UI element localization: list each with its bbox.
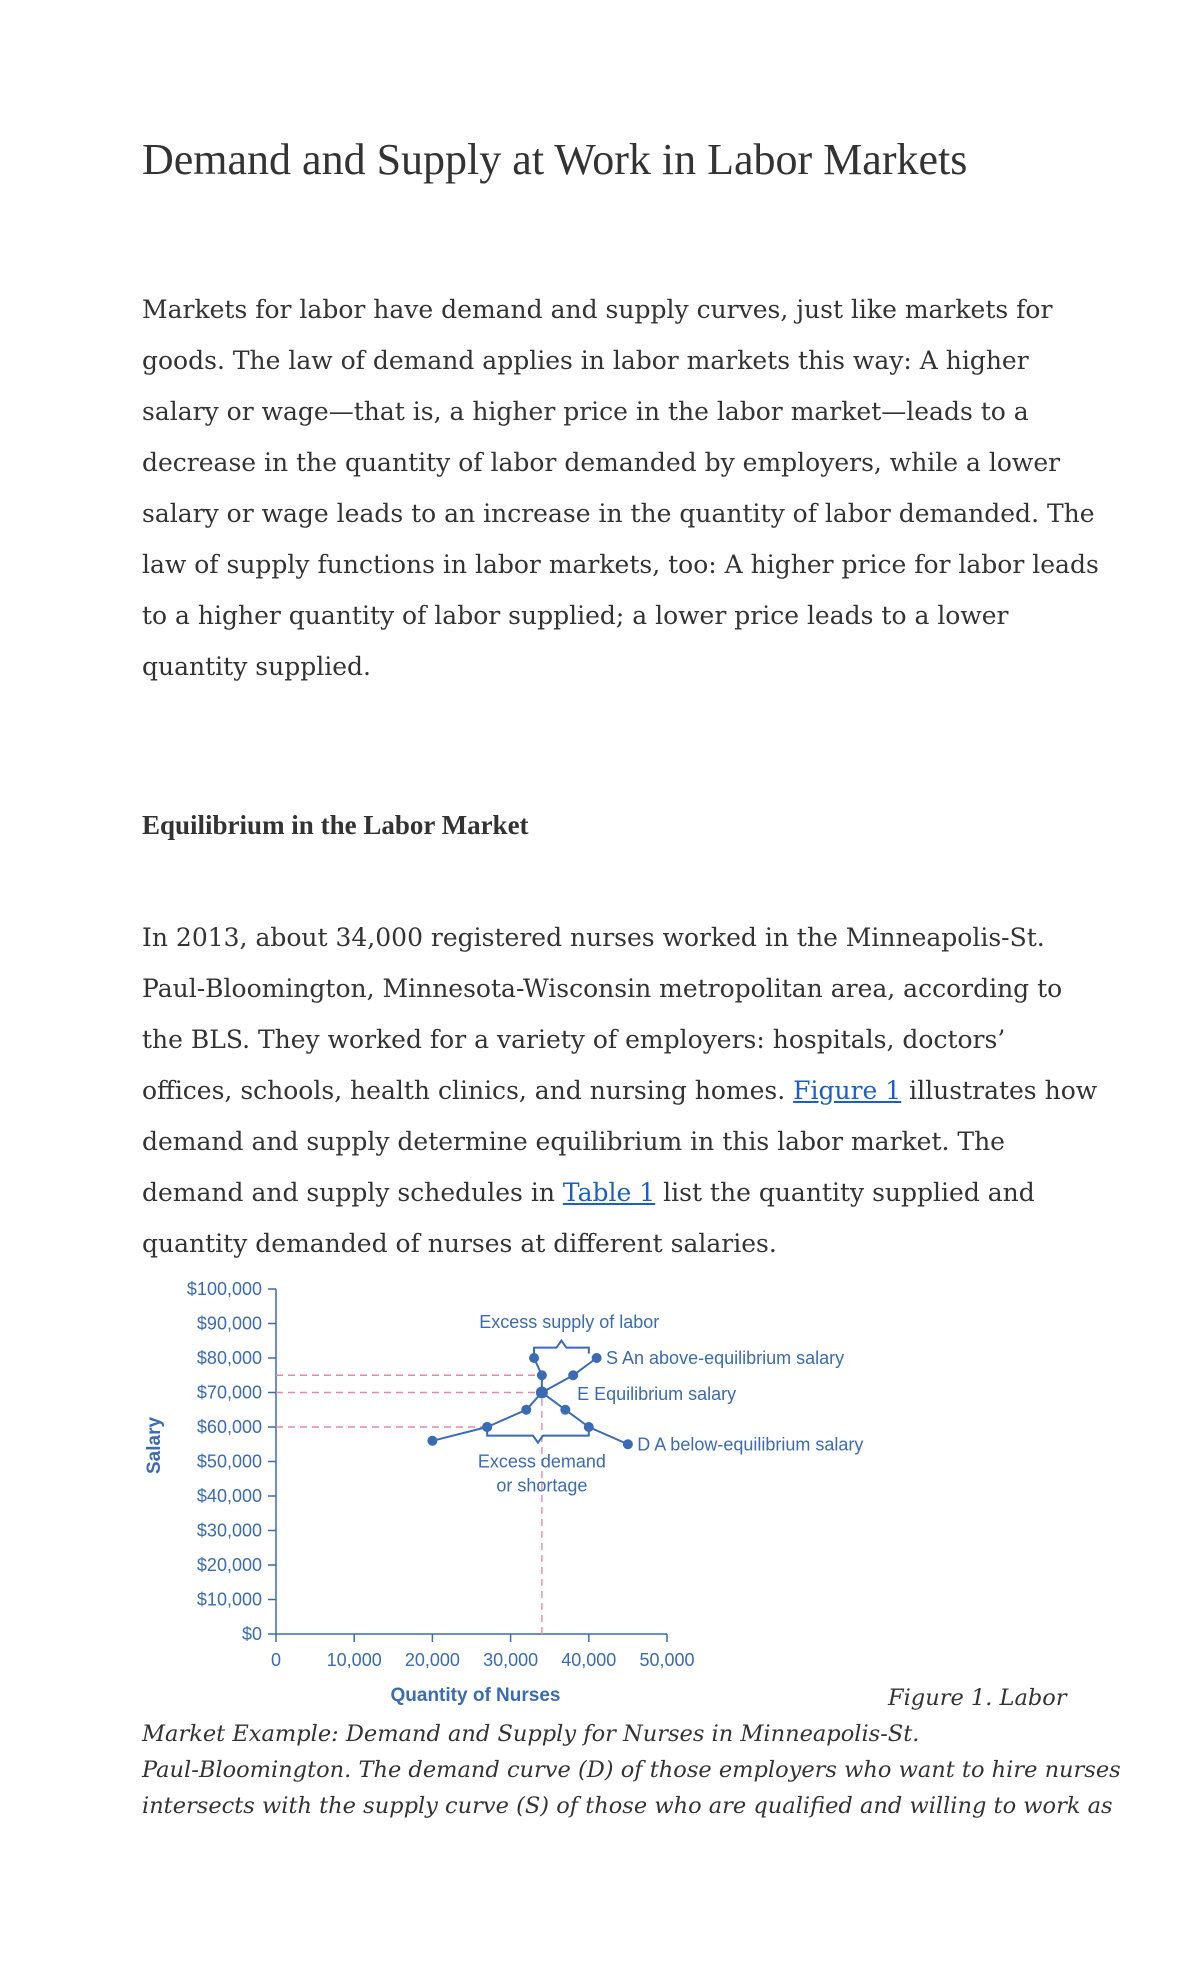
y-tick-label: $90,000 [196, 1313, 262, 1334]
y-tick-label: $40,000 [196, 1486, 262, 1506]
equilibrium-point [536, 1387, 548, 1399]
y-tick-label: $80,000 [196, 1348, 262, 1368]
annotation-label: Excess demand [477, 1451, 606, 1472]
y-tick-label: $60,000 [196, 1417, 262, 1437]
y-tick-label: $0 [241, 1624, 262, 1644]
figure-caption-start: Figure 1. Labor [888, 1685, 1067, 1711]
data-point [529, 1353, 539, 1363]
y-tick-label: $10,000 [196, 1589, 262, 1610]
annotation-label: D A below-equilibrium salary [637, 1434, 864, 1455]
data-point [568, 1370, 578, 1380]
paragraph-line: In 2013, about 34,000 registered nurses worked in the Minneapolis-St. [142, 923, 1045, 952]
x-tick-label: 20,000 [404, 1650, 460, 1670]
bracket [487, 1430, 589, 1443]
annotation-label: or shortage [496, 1475, 588, 1496]
paragraph-line: Markets for labor have demand and supply curves, just like markets for [142, 295, 1053, 324]
annotation-label: E Equilibrium salary [577, 1384, 737, 1405]
line-text: demand and supply schedules in [142, 1178, 563, 1207]
data-point [537, 1370, 547, 1380]
x-tick-label: 10,000 [326, 1650, 382, 1670]
figure-caption [142, 1716, 1121, 1824]
x-tick-label: 50,000 [639, 1650, 695, 1670]
paragraph-line: the BLS. They worked for a variety of employers: hospitals, doctors’ [142, 1025, 1006, 1054]
paragraph-line: demand and supply determine equilibrium in this labor market. The [142, 1127, 1005, 1156]
y-tick-label: $20,000 [196, 1555, 262, 1575]
data-point [521, 1405, 531, 1415]
paragraph-line: salary or wage leads to an increase in the quantity of labor demanded. The [142, 499, 1095, 528]
data-point [427, 1436, 437, 1446]
x-tick-label: 0 [270, 1650, 282, 1670]
annotation-label: S An above-equilibrium salary [606, 1348, 845, 1368]
table-1-link[interactable]: Table 1 [562, 1178, 656, 1207]
y-tick-label: $70,000 [196, 1382, 262, 1403]
caption-line: Paul-Bloomington. The demand curve (D) of those employers who want to hire nurses [142, 1757, 1121, 1783]
paragraph-line: decrease in the quantity of labor demanded by employers, while a lower [142, 448, 1061, 477]
line-text: list the quantity supplied and [655, 1178, 1035, 1207]
data-point [560, 1405, 570, 1415]
caption-line: intersects with the supply curve (S) of those who are qualified and willing to work as [142, 1793, 1113, 1819]
caption-line: Market Example: Demand and Supply for Nurses in Minneapolis-St. [142, 1721, 920, 1747]
data-point [584, 1422, 594, 1432]
y-tick-label: $50,000 [196, 1451, 262, 1472]
annotation-label: Excess supply of labor [479, 1311, 660, 1332]
line-text: illustrates how [901, 1076, 1098, 1105]
data-point [592, 1353, 602, 1363]
paragraph-line: law of supply functions in labor markets, too: A higher price for labor leads [142, 550, 1099, 579]
paragraph-line: salary or wage—that is, a higher price in the labor market—leads to a [142, 397, 1029, 426]
y-tick-label: $100,000 [186, 1279, 262, 1299]
section-heading: Equilibrium in the Labor Market [142, 810, 529, 840]
y-tick-label: $30,000 [196, 1520, 262, 1541]
paragraph-line: to a higher quantity of labor supplied; a lower price leads to a lower [142, 601, 1009, 630]
figure-1-link[interactable]: Figure 1 [793, 1076, 902, 1105]
x-tick-label: 30,000 [483, 1650, 539, 1670]
data-point [482, 1422, 492, 1432]
line-text: offices, schools, health clinics, and nursing homes. [142, 1076, 794, 1105]
data-point [623, 1439, 633, 1449]
y-axis-label: Salary [144, 1416, 165, 1475]
paragraph-line: quantity supplied. [142, 652, 371, 681]
x-tick-label: 40,000 [561, 1650, 617, 1670]
bracket [534, 1341, 589, 1354]
paragraph-line: Paul-Bloomington, Minnesota-Wisconsin metropolitan area, according to [142, 974, 1063, 1003]
series-line-demand-extension [432, 1427, 487, 1441]
paragraph-line: goods. The law of demand applies in labor markets this way: A higher [142, 346, 1029, 375]
page-title: Demand and Supply at Work in Labor Markets [142, 135, 968, 184]
x-axis-label: Quantity of Nurses [390, 1685, 561, 1706]
paragraph-line: quantity demanded of nurses at different salaries. [142, 1229, 777, 1258]
